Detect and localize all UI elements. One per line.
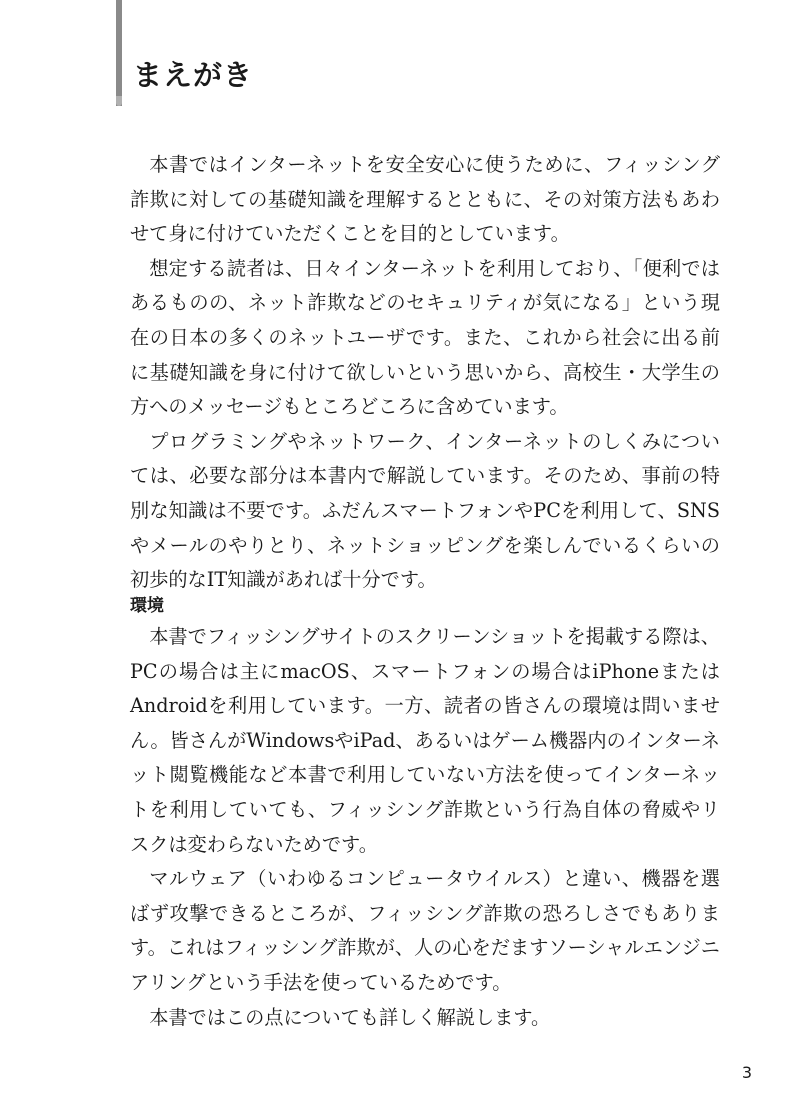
paragraph: マルウェア（いわゆるコンピュータウイルス）と違い、機器を選ばず攻撃できるところが、フィッシング詐欺の恐ろしさでもあります。これはフィッシング詐欺が、人の心をだますソーシャルエンジニアリングという手法を使っているためです。	[130, 867, 720, 994]
environment-text-block	[130, 620, 720, 1035]
page-number: 3	[741, 1063, 752, 1082]
title-accent-bar	[116, 0, 122, 106]
paragraph: 本書ではこの点についても詳しく解説します。	[149, 1005, 551, 1029]
paragraph: 本書ではインターネットを安全安心に使うために、フィッシング詐欺に対しての基礎知識を理解するとともに、その対策方法もあわせて身に付けていただくことを目的としています。	[130, 153, 720, 246]
paragraph: プログラミングやネットワーク、インターネットのしくみについては、必要な部分は本書内で解説しています。そのため、事前の特別な知識は不要です。ふだんスマートフォンやPCを利用して、SNSやメールのやりとり、ネットショッピングを楽しんでいるくらいの初歩的なIT知識があれば十分です。	[130, 429, 720, 592]
section-heading-environment: 環境	[130, 596, 164, 616]
page-title: まえがき	[133, 58, 254, 92]
paragraph: 本書でフィッシングサイトのスクリーンショットを掲載する際は、PCの場合は主にmacOS、スマートフォンの場合はiPhoneまたはAndroidを利用しています。一方、読者の皆さんの環境は問いません。皆さんがWindowsやiPad、あるいはゲーム機器内のインターネット閲覧機能など本書で利用していない方法を使ってインターネットを利用していても、フィッシング詐欺という行為自体の脅威やリスクは変わらないためです。	[130, 625, 720, 856]
paragraph: 想定する読者は、日々インターネットを利用しており、「便利ではあるものの、ネット詐欺などのセキュリティが気になる」という現在の日本の多くのネットユーザです。また、これから社会に出る前に基礎知識を身に付けて欲しいという思いから、高校生・大学生の方へのメッセージもところどころに含めています。	[130, 256, 720, 419]
intro-text-block	[130, 148, 720, 598]
title-accent-bar-end	[116, 96, 122, 106]
